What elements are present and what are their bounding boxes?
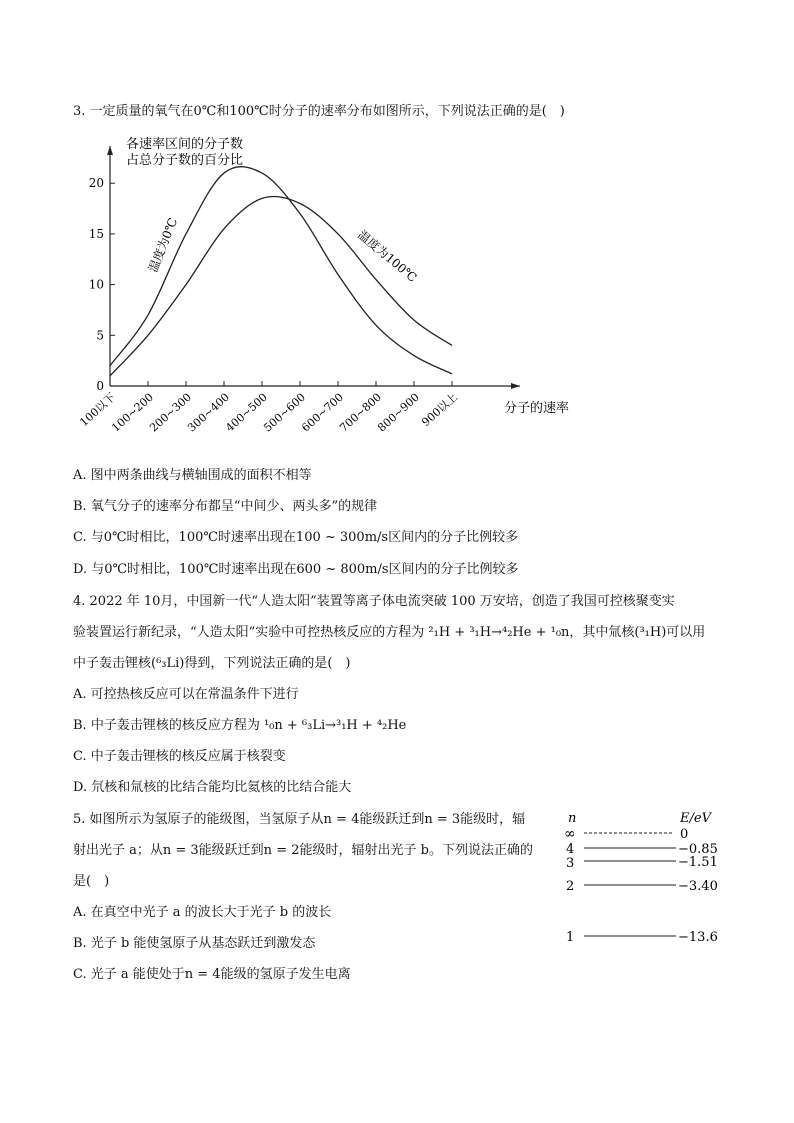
level-e-3: −1.51: [678, 855, 718, 870]
level-e-inf: 0: [680, 827, 689, 842]
q3-stem: 3. 一定质量的氧气在0℃和100℃时分子的速率分布如图所示，下列说法正确的是( ): [73, 104, 565, 119]
energy-level-diagram: [556, 808, 736, 948]
y-tick-label: 20: [88, 176, 104, 191]
x-axis-label: 分子的速率: [504, 401, 570, 416]
y-tick-label: 5: [96, 328, 104, 343]
curve-100c: [110, 197, 452, 376]
x-tick-label: 800~900: [375, 390, 423, 435]
velocity-distribution-chart: [70, 128, 590, 458]
q3-option-c: C. 与0℃时相比，100℃时速率出现在100 ~ 300m/s区间内的分子比例较多: [73, 530, 519, 545]
x-tick-label: 300~400: [185, 390, 233, 435]
level-n-2: 2: [566, 879, 575, 894]
q3-option-d: D. 与0℃时相比，100℃时速率出现在600 ~ 800m/s区间内的分子比例较多: [73, 562, 519, 577]
q5-option-b: B. 光子 b 能使氢原子从基态跃迁到激发态: [73, 936, 316, 951]
x-tick-label: 400~500: [223, 390, 271, 435]
q5-line-1: 5. 如图所示为氢原子的能级图，当氢原子从n = 4能级跃迁到n = 3能级时，辐: [73, 812, 526, 827]
x-tick-label: 100以下: [77, 390, 119, 430]
q3-option-a: A. 图中两条曲线与横轴围成的面积不相等: [73, 468, 312, 483]
q3-option-b: B. 氧气分子的速率分布都呈“中间少、两头多”的规律: [73, 499, 378, 514]
x-tick-label: 900以上: [419, 390, 461, 430]
q4-option-c: C. 中子轰击锂核的核反应属于核裂变: [73, 749, 286, 764]
x-axis-arrow: [511, 383, 520, 389]
q5-option-c: C. 光子 a 能使处于n = 4能级的氢原子发生电离: [73, 967, 351, 982]
level-n-1: 1: [566, 930, 575, 945]
x-tick-label: 500~600: [261, 390, 309, 435]
level-n-4: 4: [566, 842, 575, 857]
level-e-1: −13.6: [678, 930, 718, 945]
energy-header-e: E/eV: [680, 811, 711, 826]
y-tick-label: 10: [88, 277, 104, 292]
q4-option-d: D. 氘核和氚核的比结合能均比氦核的比结合能大: [73, 780, 352, 795]
y-tick-label: 0: [96, 379, 104, 393]
q5-line-2: 射出光子 a；从n = 3能级跃迁到n = 2能级时，辐射出光子 b。下列说法正确的: [73, 843, 533, 858]
level-n-3: 3: [566, 856, 575, 871]
q4-line-1: 4. 2022 年 10月，中国新一代“人造太阳”装置等离子体电流突破 100 万安培，创造了我国可控核聚变实: [73, 594, 675, 609]
q4-option-a: A. 可控热核反应可以在常温条件下进行: [73, 687, 299, 702]
curve-label-100c: 温度为100℃: [355, 227, 420, 285]
y-axis-arrow: [107, 146, 113, 155]
energy-header-n: n: [568, 811, 577, 826]
q4-line-2: 验装置运行新纪录，“人造太阳”实验中可控热核反应的方程为 ²₁H + ³₁H→⁴₂He + ¹₀n，其中氚核(³₁H)可以用: [73, 625, 706, 640]
y-axis-label-2: 占总分子数的百分比: [126, 153, 244, 168]
y-tick-label: 15: [88, 226, 104, 241]
x-tick-label: 700~800: [337, 390, 385, 435]
level-e-2: −3.40: [678, 879, 718, 894]
x-tick-label: 100~200: [109, 390, 157, 435]
q5-line-3: 是( ): [73, 874, 110, 889]
q4-option-b: B. 中子轰击锂核的核反应方程为 ¹₀n + ⁶₃Li→³₁H + ⁴₂He: [73, 718, 407, 733]
curve-label-0c: 温度为0℃: [145, 215, 181, 275]
q4-line-3: 中子轰击锂核(⁶₃Li)得到，下列说法正确的是( ): [73, 656, 351, 671]
y-axis-label-1: 各速率区间的分子数: [126, 137, 244, 152]
q5-option-a: A. 在真空中光子 a 的波长大于光子 b 的波长: [73, 905, 332, 920]
x-tick-label: 600~700: [299, 390, 347, 435]
level-e-4: −0.85: [678, 842, 718, 857]
x-tick-label: 200~300: [147, 390, 195, 435]
level-n-inf: ∞: [564, 826, 576, 842]
